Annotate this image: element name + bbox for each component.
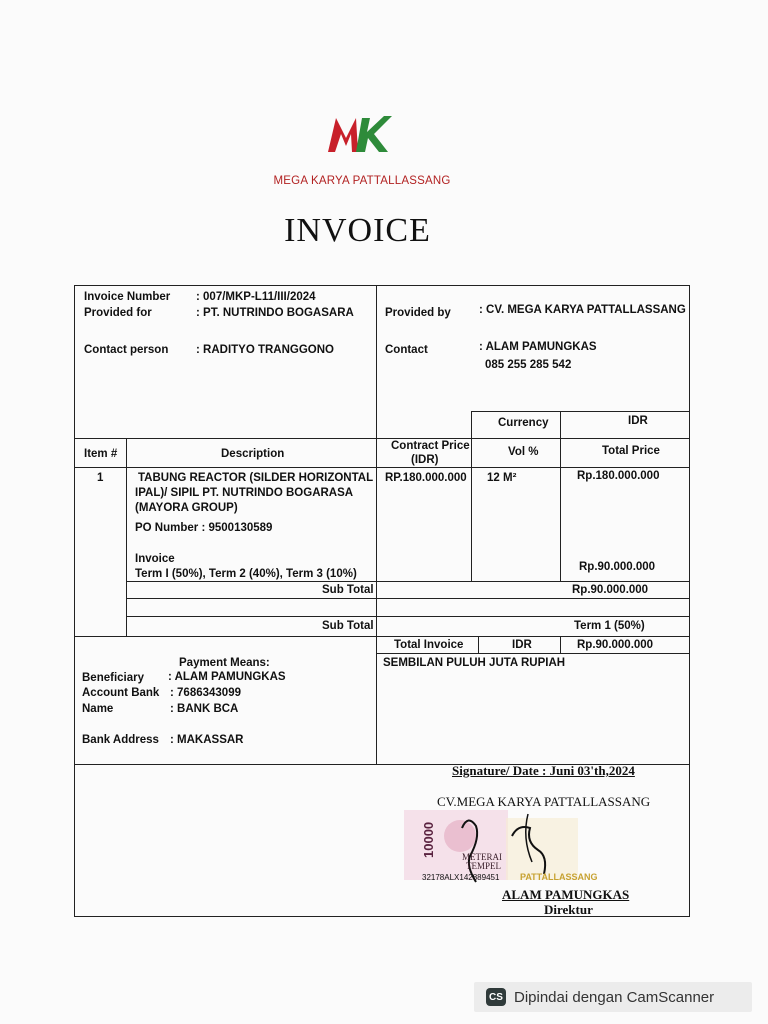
company-name: MEGA KARYA PATTALLASSANG xyxy=(273,175,451,187)
col-header-contract-price-unit: (IDR) xyxy=(411,454,439,466)
provided-by-value: : CV. MEGA KARYA PATTALLASSANG xyxy=(479,304,686,316)
row-total-price: Rp.180.000.000 xyxy=(577,470,660,482)
divider xyxy=(74,438,690,439)
currency-label: Currency xyxy=(498,417,549,429)
contact-person-value: : RADITYO TRANGGONO xyxy=(196,344,334,356)
invoice-number-value: : 007/MKP-L11/III/2024 xyxy=(196,291,316,303)
divider xyxy=(376,438,377,581)
sub-total-label: Sub Total xyxy=(322,620,374,632)
bank-name-value: : BANK BCA xyxy=(170,703,239,715)
company-logo xyxy=(264,112,504,156)
account-value: : 7686343099 xyxy=(170,687,241,699)
col-header-contract-price: Contract Price xyxy=(391,440,470,452)
document-title: INVOICE xyxy=(284,212,431,249)
divider xyxy=(471,411,690,412)
amount-in-words: SEMBILAN PULUH JUTA RUPIAH xyxy=(383,657,566,669)
payment-title: Payment Means: xyxy=(179,657,270,669)
stamp-serial: 32178ALX142889451 xyxy=(422,873,500,882)
currency-value: IDR xyxy=(628,415,648,427)
row-invoice-amount: Rp.90.000.000 xyxy=(579,561,656,573)
divider xyxy=(126,581,690,582)
signature-date: Signature/ Date : Juni 03'th,2024 xyxy=(452,763,635,778)
col-header-vol: Vol % xyxy=(508,446,539,458)
provided-for-value: : PT. NUTRINDO BOGASARA xyxy=(196,307,354,319)
invoice-number-label: Invoice Number xyxy=(84,291,171,303)
row-invoice-label: Invoice xyxy=(135,553,175,565)
divider xyxy=(74,636,690,637)
col-header-item: Item # xyxy=(84,448,118,460)
stamp-value: 10000 xyxy=(421,821,436,858)
row-vol: 12 M² xyxy=(487,472,517,484)
beneficiary-value: : ALAM PAMUNGKAS xyxy=(168,671,286,683)
total-invoice-label: Total Invoice xyxy=(394,639,464,651)
divider xyxy=(74,467,690,468)
sub-total-value: Rp.90.000.000 xyxy=(572,584,649,596)
col-header-description: Description xyxy=(221,448,285,460)
divider xyxy=(126,598,690,599)
row-contract-price: RP.180.000.000 xyxy=(385,472,467,484)
sub-total-label: Sub Total xyxy=(322,584,374,596)
contact-value: : ALAM PAMUNGKAS xyxy=(479,341,597,353)
row-item-number: 1 xyxy=(97,472,104,484)
signatory-name: ALAM PAMUNGKAS xyxy=(502,887,630,902)
divider xyxy=(560,636,561,653)
row-terms: Term I (50%), Term 2 (40%), Term 3 (10%) xyxy=(135,568,357,580)
row-description-line2: IPAL)/ SIPIL PT. NUTRINDO BOGARASA xyxy=(135,487,354,499)
divider xyxy=(471,411,472,581)
divider xyxy=(560,411,561,581)
bank-address-value: : MAKASSAR xyxy=(170,734,244,746)
signature-company: CV.MEGA KARYA PATTALLASSANG xyxy=(437,794,651,809)
divider xyxy=(126,438,127,636)
stamp-text: METERAI xyxy=(462,852,502,862)
camscanner-watermark xyxy=(474,982,752,1012)
beneficiary-label: Beneficiary xyxy=(82,672,145,684)
contact-label: Contact xyxy=(385,344,428,356)
contact-person-label: Contact person xyxy=(84,344,169,356)
bank-name-label: Name xyxy=(82,703,114,715)
mk-logo-icon xyxy=(326,112,396,156)
row-description-line1: TABUNG REACTOR (SILDER HORIZONTAL xyxy=(138,472,374,484)
contact-phone: 085 255 285 542 xyxy=(485,359,572,371)
divider xyxy=(376,285,377,438)
provided-by-label: Provided by xyxy=(385,307,451,319)
account-label: Account Bank xyxy=(82,687,160,699)
stamp-text: TEMPEL xyxy=(466,861,501,871)
total-invoice-value: Rp.90.000.000 xyxy=(577,639,654,651)
col-header-total-price: Total Price xyxy=(602,445,660,457)
divider xyxy=(376,653,690,654)
total-invoice-currency: IDR xyxy=(512,639,532,651)
divider xyxy=(478,636,479,653)
divider xyxy=(126,616,690,617)
row-description-line3: (MAYORA GROUP) xyxy=(135,502,238,514)
camscanner-label: Dipindai dengan CamScanner xyxy=(514,988,715,1006)
bank-address-label: Bank Address xyxy=(82,734,159,746)
row-po-number: PO Number : 9500130589 xyxy=(135,522,273,534)
signatory-title: Direktur xyxy=(544,902,593,917)
sub-total-term: Term 1 (50%) xyxy=(574,620,645,632)
provided-for-label: Provided for xyxy=(84,307,152,319)
stamp-seal xyxy=(402,808,598,888)
invoice-box xyxy=(74,285,690,917)
stamp-company: PATTALLASSANG xyxy=(520,872,598,882)
camscanner-icon: CS xyxy=(486,988,506,1006)
divider xyxy=(376,581,377,764)
